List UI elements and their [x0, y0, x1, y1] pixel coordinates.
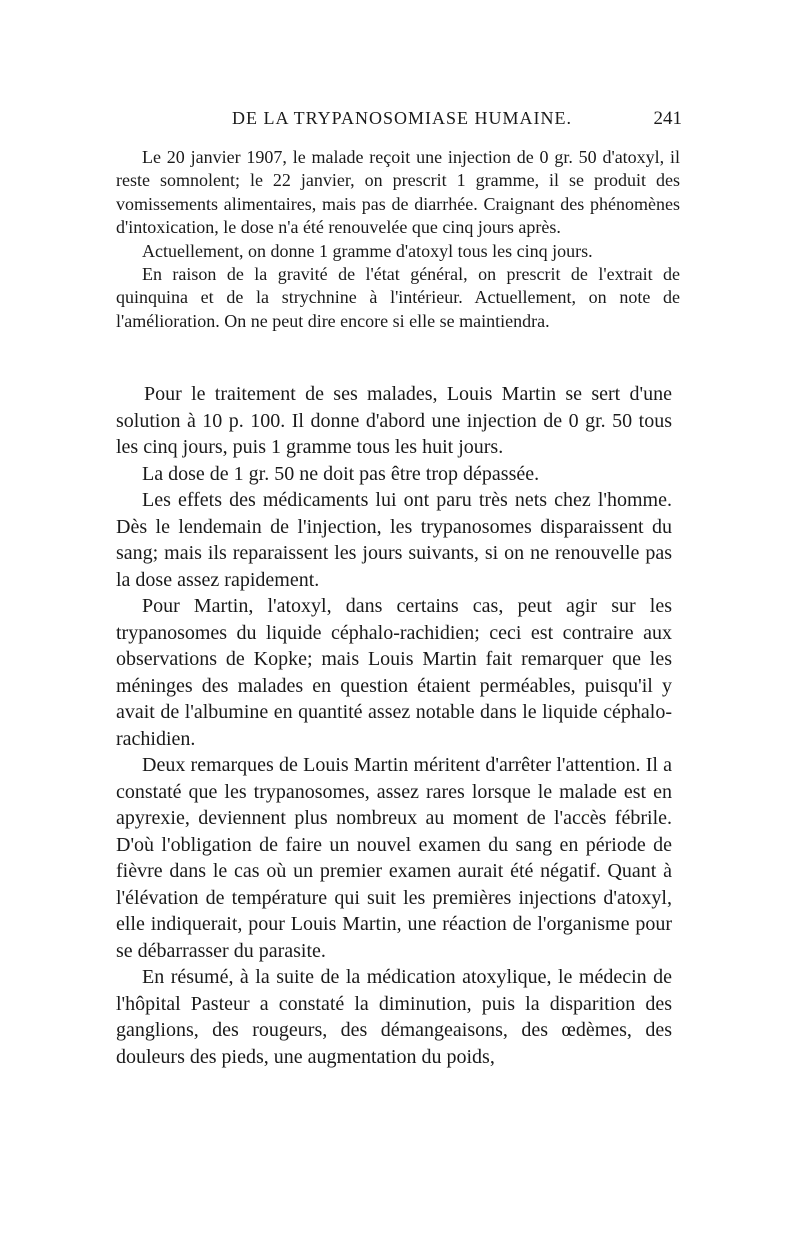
running-head	[110, 108, 682, 134]
case-notes-section	[116, 146, 680, 333]
paragraph: La dose de 1 gr. 50 ne doit pas être trop dépassée.	[142, 462, 540, 485]
page-number: 241	[653, 108, 682, 129]
running-title: DE LA TRYPANOSOMIASE HUMAINE.	[232, 108, 573, 128]
paragraph: Le 20 janvier 1907, le malade reçoit une injection de 0 gr. 50 d'atoxyl, il reste somnolent; le 22 janvier, on prescrit 1 gramme, il se produit des vomissements alimentaires, mais pas de diarrhée. Craignant des phénomènes d'intoxication, le dose n'a été renouvelée que cinq jours après.	[116, 147, 680, 238]
discussion-section	[116, 381, 672, 1070]
paragraph: Pour le traitement de ses malades, Louis Martin se sert d'une solution à 10 p. 100. Il donne d'abord une injection de 0 gr. 50 tous les cinq jours, puis 1 gramme tous les huit jours.	[116, 383, 672, 458]
paragraph: En raison de la gravité de l'état général, on prescrit de l'extrait de quinquina et de la strychnine à l'intérieur. Actuellement, on note de l'amélioration. On ne peut dire encore si elle se maintiendra.	[116, 264, 680, 331]
paragraph: Pour Martin, l'atoxyl, dans certains cas, peut agir sur les trypanosomes du liquide céphalo-rachidien; ceci est contraire aux observations de Kopke; mais Louis Martin fait remarquer que les méninges des malades en question étaient perméables, puisqu'il y avait de l'albumine en quantité assez notable dans le liquide céphalo-rachidien.	[116, 595, 672, 750]
paragraph: Les effets des médicaments lui ont paru très nets chez l'homme. Dès le lendemain de l'injection, les trypanosomes disparaissent du sang; mais ils reparaissent les jours suivants, si on ne renouvelle pas la dose assez rapidement.	[116, 489, 672, 591]
paragraph: Actuellement, on donne 1 gramme d'atoxyl tous les cinq jours.	[142, 240, 593, 261]
paragraph: En résumé, à la suite de la médication atoxylique, le médecin de l'hôpital Pasteur a constaté la diminution, puis la disparition des ganglions, des rougeurs, des démangeaisons, des œdèmes, des douleurs des pieds, une augmentation du poids,	[116, 966, 672, 1068]
paragraph: Deux remarques de Louis Martin méritent d'arrêter l'attention. Il a constaté que les trypanosomes, assez rares lorsque le malade est en apyrexie, deviennent plus nombreux au moment de l'accès fébrile. D'où l'obligation de faire un nouvel examen du sang en période de fièvre dans le cas où un premier examen aurait été négatif. Quant à l'élévation de température qui suit les premières injections d'atoxyl, elle indiquerait, pour Louis Martin, une réaction de l'organisme pour se débarrasser du parasite.	[116, 754, 672, 962]
